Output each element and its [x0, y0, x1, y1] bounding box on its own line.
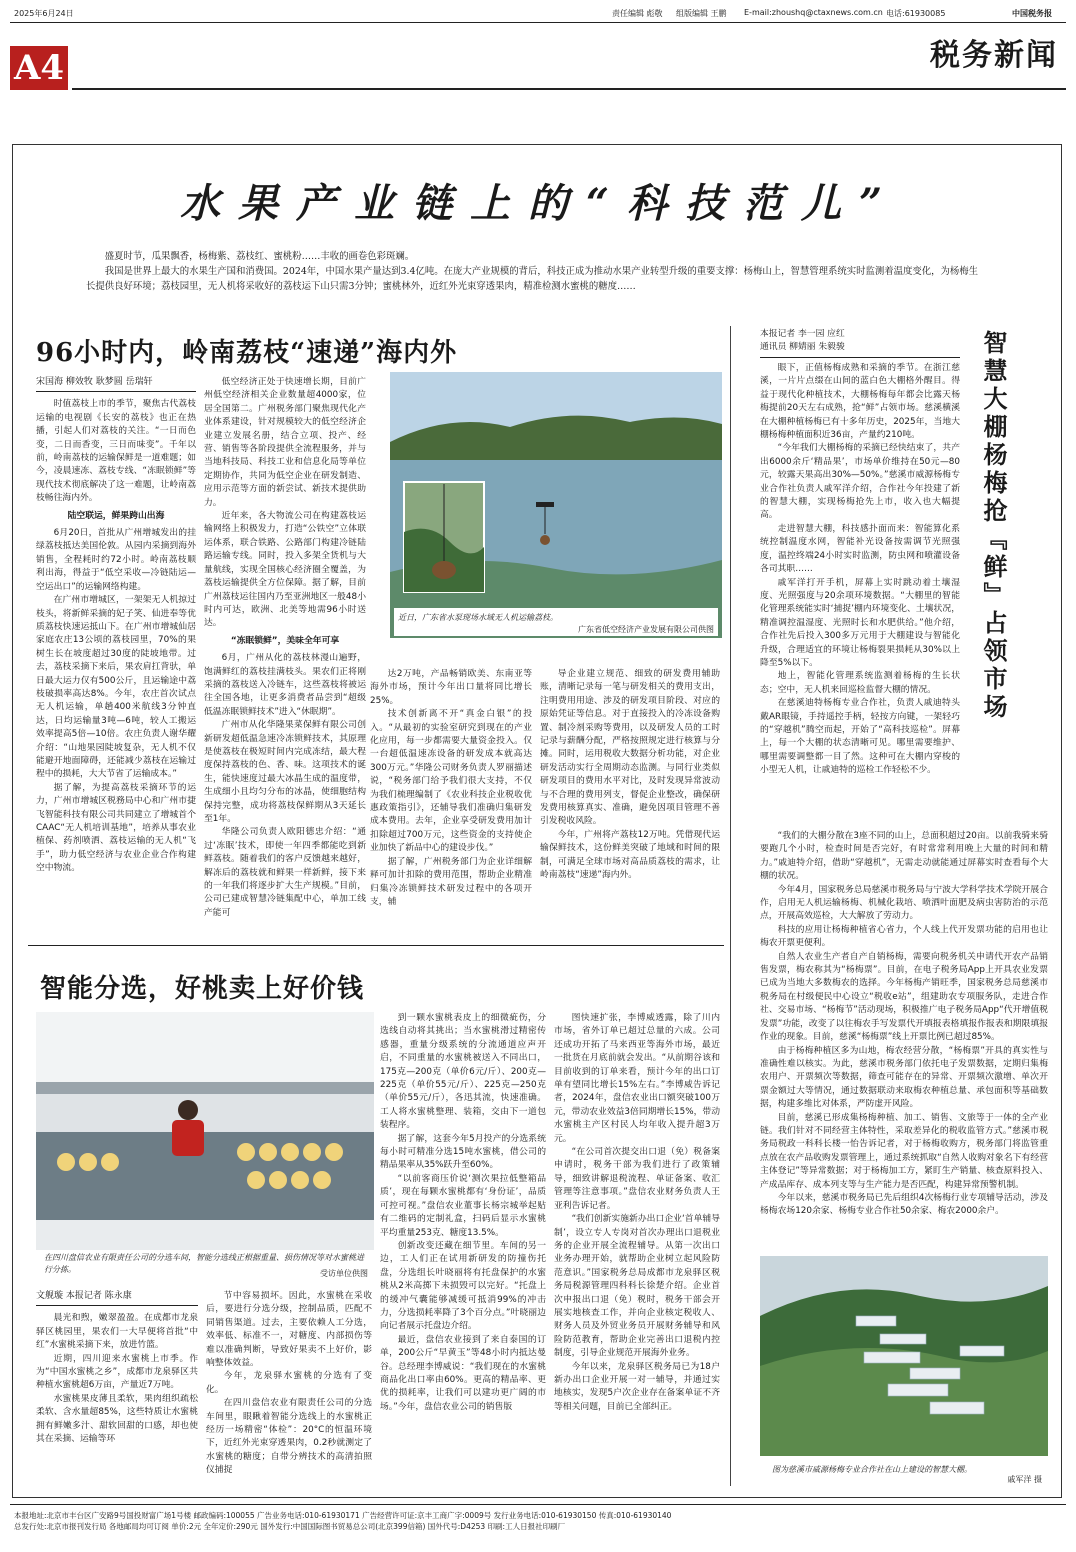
article1-bottom-rule	[28, 945, 724, 946]
footer-line-2: 总发行处:北京市报刊发行局 各地邮局均可订阅 单价:2元 全年定价:290元 国外发行:中国国际图书贸易总公司(北京399信箱) 国外代号:D4253 印刷:工人日报社印刷厂	[14, 1522, 566, 1531]
article2-col2	[206, 1290, 372, 1486]
lychee-photo-credit: 广东省低空经济产业发展有限公司供图	[578, 625, 714, 634]
article2-col3-body	[380, 1012, 546, 1414]
paragraph: “以前客商压价说‘测次果拉低整箱品质’，现在每颗水蜜桃都有‘身份证’，品质可控可视。”盘信农业董事长杨宗城举起贴有二维码的定制礼盒，扫码后显示水蜜桃平均重量253克、糖度13.5%。	[380, 1173, 546, 1238]
peach-sorting-image	[36, 1012, 374, 1282]
top-info-bar	[14, 6, 1066, 20]
paragraph: 眼下，正值杨梅成熟和采摘的季节。在浙江慈溪，一片片点缀在山间的蓝白色大棚格外醒目。得益于现代化种植技术，大棚杨梅每年都会比露天杨梅提前20天左右成熟，抢“鲜”占领市场。慈溪横溪在大棚种植杨梅已有十多年历史，2025年，当地大棚杨梅种植面积近36亩，产量约210吨。	[760, 363, 960, 441]
article1-col4	[540, 668, 720, 934]
paragraph: 水蜜桃果皮薄且柔软，果肉组织疏松柔软、含水量超85%，这些特质让水蜜桃拥有鲜嫩多汁、甜软回甜的口感，却也使其在采摘、运输等环	[36, 1393, 198, 1445]
feature-title: 水果产业链上的“科技范儿”	[179, 180, 900, 227]
peach-photo-caption: 在四川盘信农业有限责任公司的分选车间，智能分选线正根据重量、损伤情况等对水蜜桃进行分拣。	[44, 1253, 364, 1274]
paragraph: 今年，广州将产荔枝12万吨。凭借现代运输保鲜技术，这份鲜美突破了地域和时间的限制，可满足全球市场对高品质荔枝的需求，让岭南荔枝“速递”海内外。	[540, 829, 720, 881]
bayberry-photo-credit: 戚军洋 摄	[1007, 1475, 1042, 1484]
issue-date: 2025年6月24日	[14, 9, 74, 18]
subheading: “冻眠锁鲜”，美味全年可享	[230, 635, 340, 646]
article1-title: 96小时内，岭南荔枝“速递”海内外	[36, 338, 458, 368]
paragraph: 时值荔枝上市的季节，聚焦古代荔枝运输的电视剧《长安的荔枝》也正在热播，引起人们对荔枝的关注。“一日而色变，二日而香变，三日而味变”。千年以前，岭南荔枝的运输保鲜是一道难题；如今，凌晨速冻、荔枝专线、“冻眠锁鲜”等现代技术彻底解决了这一难题，让岭南荔枝畅往海内外。	[36, 399, 196, 504]
paragraph: 在四川盘信农业有限责任公司的分选车间里，眼瞅着智能分选线上的水蜜桃正经历一场精密“体检”：20°C的恒温环境下，近红外光束穿透果肉，0.2秒就测定了水蜜桃的糖度；自带分辨技术的高清拍照仪捕捉	[206, 1398, 372, 1476]
paragraph: 导企业建立规范、细致的研发费用辅助账，清晰记录每一笔与研发相关的费用支出，注明费用用途、涉及的研发项目阶段、对应的原始凭证等信息。对于直接投入的冷冻设备购置、制冷剂采购等费用，以及研发人员的工时记录与薪酬分配，严格按照规定进行核算与分摊。同时，运用税收大数据分析功能，对企业研发活动实行全周期动态监测。与同行业类似研发项目的费用水平对比，及时发现异常波动与不合理的费用列支，督促企业整改，确保研发费用核算真实、准确，避免因项目管理不善引发税收风险。	[540, 669, 720, 827]
paragraph: 到一颗水蜜桃表皮上的细微疵伤，分选线自动将其挑出；当水蜜桃滑过精密传感器，重量分级系统的分流通道应声开启，不同重量的水蜜桃被送入不同出口，175克—200克（单价6元/斤）、200克—225克（单价55元/斤）、225克—250克（单价55元/斤），各迅其流，快速准确。工人将水蜜桃整理、装箱，交由下一道包装程序。	[380, 1013, 546, 1131]
article1-col1	[36, 376, 196, 874]
paragraph: 6月20日，首批从广州增城发出的挂绿荔枝抵达美国伦敦。从园内采摘到海外销售，全程耗时约72小时。岭南荔枝顺利出海，得益于“低空采收—冷链陆运—空运出口”的运输网络构建。	[36, 528, 196, 592]
footer-rule	[10, 1504, 1066, 1505]
article2-byline: 文舰璇 本报记者 陈永康	[36, 1290, 198, 1306]
section-title: 税务新闻	[930, 38, 1058, 73]
layout-credit: 组版编辑 王鹏	[676, 9, 727, 18]
paragraph: 在广州市增城区，一架架无人机掠过枝头，将新鲜采摘的妃子笑、仙进奉等优质荔枝快速运抵山下。在广州市增城仙居家庭农庄13公顷的荔枝园里，70%的果树生长在坡度超过30度的陡坡地带。过去，荔枝采摘下来后，果农肩扛背驮，单日最大运力仅有500公斤，且运输途中荔枝破损率高达8%。今年，农庄首次试点无人机运输，单趟400米航线3分钟直达，日均运输量3吨—6吨，较人工搬运效率提高5倍—10倍。农庄负责人谢华耀介绍：“山地果园陡坡复杂，无人机不仅能避开地面障碍，还能减少荔枝在运输过程中的损耗，大大节省了运输成本。”	[36, 595, 196, 780]
footer	[14, 1510, 1066, 1532]
intro-line-2: 我国是世界上最大的水果生产国和消费国。2024年，中国水果产量达到3.4亿吨。在庞大产业规模的背后，科技正成为推动水果产业转型升级的重要支撑：杨梅山上，智慧管理系统实时监测着温度变化，为杨梅生长提供良好环境；荔枝园里，无人机将采收好的荔枝运下山只需3分钟；蜜桃林外，近红外光束穿透果肉，精准检测水蜜桃的糖度……	[86, 266, 978, 292]
paragraph: 华隆公司负责人欧阳德忠介绍：“通过‘冻眠’技术，即使一年四季都能吃到新鲜荔枝。随着我们的客户反馈越来越好，解冻后的荔枝就和鲜果一样新鲜，接下来的一年我们将逐步扩大生产规模。”目前，公司已建成智慧冷链集配中心，单加工线产能可	[204, 827, 366, 918]
paragraph: “在公司首次提交出口退（免）税备案申请时，税务干部为我们进行了政策辅导，细致讲解退税流程、单证备案、收汇管理等注意事项。”盘信农业财务负责人王亚利告诉记者。	[554, 1147, 720, 1211]
paragraph: 广州市从化华隆果菜保鲜有限公司创新研发超低温急速冷冻锁鲜技术，其原理是使荔枝在极短时间内完成冻结，最大程度保持荔枝的色、香、味。这项技术的诞生，能快速度过最大冰晶生成的温度带，生成细小且均匀分布的冰晶，使细胞结构保持完整，成功将荔枝保鲜期从3天延长至1年。	[204, 720, 366, 824]
lychee-drone-image	[390, 372, 722, 638]
paragraph: 近期，四川迎来水蜜桃上市季。作为“中国水蜜桃之乡”，成都市龙泉驿区共种植水蜜桃超6万亩，产量近7万吨。	[36, 1353, 198, 1391]
paragraph: 今年以来，龙泉驿区税务局已为18户新办出口企业开展一对一辅导，并通过实地核实，发现5户次企业存在备案单证不齐等相关问题，目前已全部纠正。	[554, 1361, 720, 1412]
article2-col2-body	[206, 1290, 372, 1478]
paragraph: 走进智慧大棚，科技感扑面而来：智能算化系统控制温度水网，智能补光设备按需调节光照强度，温控终端24小时实时监测，防虫网和喷灌设备各司其职……	[760, 523, 960, 575]
article1-col1-cont	[36, 666, 196, 934]
feature-intro	[86, 249, 986, 294]
newspaper-name: 中国税务报	[1012, 9, 1052, 18]
paragraph: 地上，智能化管理系统监测着杨梅的生长状态；空中，无人机来回巡检监督大棚的情况。	[760, 671, 960, 695]
paragraph: 节中容易损坏。因此，水蜜桃在采收后，要进行分选分级，控制品质，匹配不同销售渠道。过去，主要依赖人工分选，效率低、标准不一，对糖度、内部损伤等难以准确判断，导致好果卖不上好价，影响整体效益。	[206, 1291, 372, 1369]
editor-phone: 电话:61930085	[886, 9, 946, 18]
bayberry-greenhouse-photo	[760, 1256, 1048, 1486]
paragraph: 戚军洋打开手机，屏幕上实时跳动着土壤湿度、光照强度与20余项环境数据。“大棚里的智能化管理系统能实时‘捕捉’棚内环境变化、土壤状况，精准调控温湿度、光照时长和水肥供给。”他介绍，合作社先后投入300多万元用于大棚建设与智能化升级，合理适宜的环境让杨梅裂果损耗从30%以上降至5%以下。	[760, 577, 960, 668]
article3-byline-1: 本报记者 李一园 应红	[760, 329, 845, 339]
article2-col3	[380, 1012, 546, 1486]
article2-col4-body	[554, 1012, 720, 1414]
article3-title: 智慧大棚杨梅抢『鲜』占领市场	[979, 330, 1008, 722]
paragraph: 6月，广州从化的荔枝林漫山遍野，饱满鲜红的荔枝挂满枝头。果农们正将刚采摘的荔枝送入冷链车，这些荔枝将被运往全国各地，让更多消费者品尝到“超级低温冻眠锁鲜技术”进入“休眠期”。	[204, 653, 366, 717]
article2-col4	[554, 1012, 720, 1486]
paragraph: 据了解，为提高荔枝采摘环节的运力，广州市增城区税務局中心和广州市捷飞智能科技有限公司共同建立了增城首个CAAC“无人机培训基地”，培养从事农业植保、药剂喷洒、荔枝运输的无人机“飞手”，助力低空经济与农业企业合作构建空中物流。	[36, 782, 196, 874]
article2-title: 智能分选，好桃卖上好价钱	[40, 974, 365, 1004]
paragraph: 由于杨梅种植区多为山地，梅农经营分散，“杨梅票”开具的真实性与准确性难以核实。为此，慈溪市税务部门依托电子发票数据，定期归集梅农用户、开票频次等数据，筛查可能存在的异常、开票频次激增、单次开票金额过大等情况，通过数据联动来取梅农种植总量、承包面积等基础数据，构建多维比对体系，严防虚开风险。	[760, 1045, 1048, 1110]
article3-col-lower	[760, 830, 1048, 1246]
article1-col2-cont	[204, 666, 366, 934]
article3-upper-body	[760, 362, 960, 778]
article1-col3-body	[370, 668, 532, 909]
article2-col1-body	[36, 1312, 198, 1446]
subheading: 陆空联运，鲜果跨山出海	[67, 510, 165, 521]
article3-col-upper	[760, 362, 960, 830]
page-number: A4	[10, 46, 68, 90]
bayberry-photo-caption: 图为慈溪市威源杨梅专业合作社在山上建设的智慧大棚。	[772, 1465, 972, 1474]
paragraph: 创新改变还藏在细节里。车间的另一边，工人们正在试用新研发的防撞伤托盘，分选组长叶晓丽将有托盘保护的水蜜桃从2米高掷下未损毁可以完好。“托盘上的缓冲气囊能够减缓可抵消99%的冲击力，分选损耗率降了3个百分点。”叶晓丽边向记者展示托盘边介绍。	[380, 1240, 546, 1332]
article1-col2	[204, 376, 366, 918]
editor-credit: 责任编辑 彪敬	[612, 9, 663, 18]
paragraph: 技术创新离不开“真金白银”的投入。“从最初的实验室研究到现在的产业化应用，每一步都需要大量资金投入。仅一台超低温速冻设备的研发成本就高达300万元。”华隆公司财务负责人罗丽描述说，“税务部门给予我们很大支持，不仅为我们梳理编制了《农业科技企业税收优惠政策指引》，还辅导我们准确归集研发成本费用。去年，企业享受研发费用加计扣除超过700万元，这些资金的支持使企业加快了新品中心的建设步伐。”	[370, 709, 532, 854]
paragraph: 近年来，各大物流公司在构建荔枝运输网络上积极发力，打造“公铁空”立体联运体系，联合铁路、公路部门构建冷链陆路运输专线。同时，投入多架全货机与大量航线，实现全国核心经济圈全覆盖，为荔枝运输提供全方位保障。据了解，目前广州荔枝运往国内乃至亚洲地区一般48小时内可达，欧洲、北美等地需96小时送达。	[204, 511, 366, 629]
article3-byline-2: 通讯员 柳婧丽 朱毅骏	[760, 341, 960, 357]
top-rule	[10, 22, 1066, 23]
column-divider	[730, 326, 731, 1486]
article1-col4-body	[540, 668, 720, 883]
paragraph: 科技的应用让杨梅种植省心省力，个人线上代开发票功能的启用也让梅农开票更便利。	[760, 924, 1048, 949]
paragraph: 最近，盘信农业接到了来自泰国的订单，200公斤“早黄玉”等48小时内抵达曼谷。总经理李博威说：“我们现在的水蜜桃商品化出口率由60%。更高的精品率、更优的损耗率，让我们可以建功更广阔的市场。”今年，盘信农业公司的销售版	[380, 1334, 546, 1412]
lychee-drone-photo	[390, 372, 722, 638]
section-rule	[72, 88, 1066, 90]
intro-line-1: 盛夏时节，瓜果飘香，杨梅紫、荔枝红、蜜桃粉……丰收的画卷色彩斑斓。	[104, 251, 415, 262]
article3-lower-body	[760, 830, 1048, 1219]
peach-sorting-photo	[36, 1012, 374, 1282]
paragraph: 据了解，这套今年5月投产的分选系统每小时可精准分选15吨水蜜桃，借公司的精品果率从35%跃升至60%。	[380, 1133, 546, 1171]
paragraph: 今年以来，慈溪市税务局已先后组织4次杨梅行业专项辅导活动，涉及杨梅农场120余家、杨梅专业合作社50余家、梅农2000余户。	[760, 1192, 1048, 1217]
paragraph: 今年4月，国家税务总局慈溪市税务局与宁波大学科学技术学院开展合作，启用无人机运输杨梅、机械化栽培、喷洒叶面肥及病虫害防治的示范点，开展高效巡检，大大解放了劳动力。	[760, 884, 1048, 922]
paragraph: 达2万吨，产品畅销欧美、东南亚等海外市场，预计今年出口量将同比增长25%。	[370, 669, 532, 706]
paragraph: “今年我们大棚杨梅的采摘已经快结束了，共产出6000余斤‘精品果’，市场单价维持在50元—80元，较露天果高出30%—50%。”慈溪市威源杨梅专业合作社负责人戚军洋介绍，合作社今年投建了新的智慧大棚，实现杨梅抢先上市，收入也大幅提高。	[760, 443, 960, 521]
bayberry-greenhouse-image	[760, 1256, 1048, 1486]
lychee-photo-caption: 近日，广东省水泵现场水域无人机运输荔枝。	[398, 613, 558, 622]
article2-col1	[36, 1290, 198, 1486]
paragraph: 晨光和煦，嫩翠盈盈。在成都市龙泉驿区桃园里，果农们一大早便将首批“中红”水蜜桃采摘下来，放进竹篮。	[36, 1313, 198, 1351]
editor-email: E-mail:zhoushq@ctaxnews.com.cn	[744, 8, 883, 17]
paragraph: 图快速扩张，李博威透露，除了川内市场，省外订单已超过总量的六成。公司还成功开拓了马来西亚等海外市场，最近一批货在月底前就会发出。“从前期谷该和目前收到的订单来看，预计今年的出口订单有望同比增长15%左右。”李博威告诉记者，2024年，盘信农业出口额突破100万元，带动农业效益3倍同期增长15%，带动水蜜桃主产区村民人均年收入提升超3万元。	[554, 1013, 720, 1144]
article1-byline: 宋国海 柳效牧 耿梦圆 岳瑞轩	[36, 376, 196, 392]
article1-col3	[370, 668, 532, 934]
peach-photo-credit: 受访单位供图	[320, 1269, 368, 1278]
paragraph: 今年，龙泉驿水蜜桃的分选有了变化。	[206, 1371, 372, 1395]
article3-byline	[760, 328, 960, 358]
footer-line-1: 本报地址:北京市丰台区广安路9号国投财富广场1号楼 邮政编码:100055 广告业务电话:010-61930171 广告经营许可证:京丰工商广字:0009号 发行业务电话:010-61930150 传真:010-61930140	[14, 1511, 672, 1520]
paragraph: “我们创新实施新办出口企业‘首单辅导制’，设立专人专岗对首次办理出口退税业务的企业开展全流程辅导。从第一次出口业务办理开始，就帮助企业树立起风险防范意识。”国家税务总局成都市龙泉驿区税务局税源管理四科科长徐楚介绍。企业首次申报出口退（免）税时，税务干部会开展实地核查工作，并向企业核定税收人、财务人员及外贸业务员开展财务辅导和风险防范教育，帮助企业完善出口退税内控制度，引导企业规范开展海外业务。	[554, 1214, 720, 1359]
paragraph: 在慈溪迪特杨梅专业合作社，负责人戚迪特头戴AR眼镜，手持遥控手柄，轻按方向键，一架轻巧的“穿越机”腾空而起，开始了“高科技巡检”。屏幕上，每一个大棚的状态清晰可见。哪里需要维护、哪里需要调整都一目了然。这种可在大棚内穿梭的小型无人机，让戚迪特的巡检工作轻松不少。	[760, 698, 960, 776]
paragraph: 目前，慈溪已形成集杨梅种植、加工、销售、文旅等于一体的全产业链。我们针对不同经营主体特性，采取差异化的税收监管方式。”慈溪市税务局税政一科科长楼一怡告诉记者，对于杨梅收购方，税务部门将监管重点放在农产品收购发票管理上，通过系统抓取“自然人收购对象名下有经营主体登记”等异常数据；对于杨梅加工方，紧盯生产销量、核查原料投入、产成品库存、成本列支等与生产能力是否匹配，构建异常预警机制。	[760, 1112, 1048, 1190]
paragraph: “我们的大棚分散在3座不同的山上，总面积超过20亩。以前我骑来骑要跑几个小时，检查时间是否完好，有时常常利用晚上大量的时间和精力。”戚迪特介绍，借助“穿越机”，无需走动就能通过屏幕实时查看每个大棚的状况。	[760, 831, 1048, 882]
paragraph: 自然人农业生产者自产自销杨梅，需要向税务机关申请代开农产品销售发票，梅农称其为“杨梅票”。目前，在电子税务局App上开具农业发票已成为当地大多数梅农的选择。今年杨梅产销旺季，国家税务总局慈溪市税务局在村级便民中心设立“税收e站”，组建助农专项服务队，走进合作社、交易市场、“杨梅节”活动现场，积极推广电子税务局App“代开增值税发票”功能，改变了以往梅农手写发票代开填报表格填报作报表和期限填报作业的现象。目前，慈溪“杨梅票”线上开票比例已超过85%。	[760, 951, 1048, 1043]
paragraph: 低空经济正处于快速增长期，目前广州低空经济相关企业数量超4000家，位居全国第二。广州税务部门聚焦现代化产业体系建设，针对规模较大的低空经济企业建立发展名册，结合立项、投产、经营、销售等各阶段提供全流程服务，并与当地科技局、科技工业和信息化局等单位定期协作，共同为低空企业在研发制造、应用示范等方面的新尝试、新技术提供助力。	[204, 377, 366, 508]
paragraph: 据了解，广州税务部门为企业详细解释可加计扣除的费用范围，帮助企业精准归集冷冻锁鲜技术研发过程中的各项开支，辅	[370, 856, 532, 907]
